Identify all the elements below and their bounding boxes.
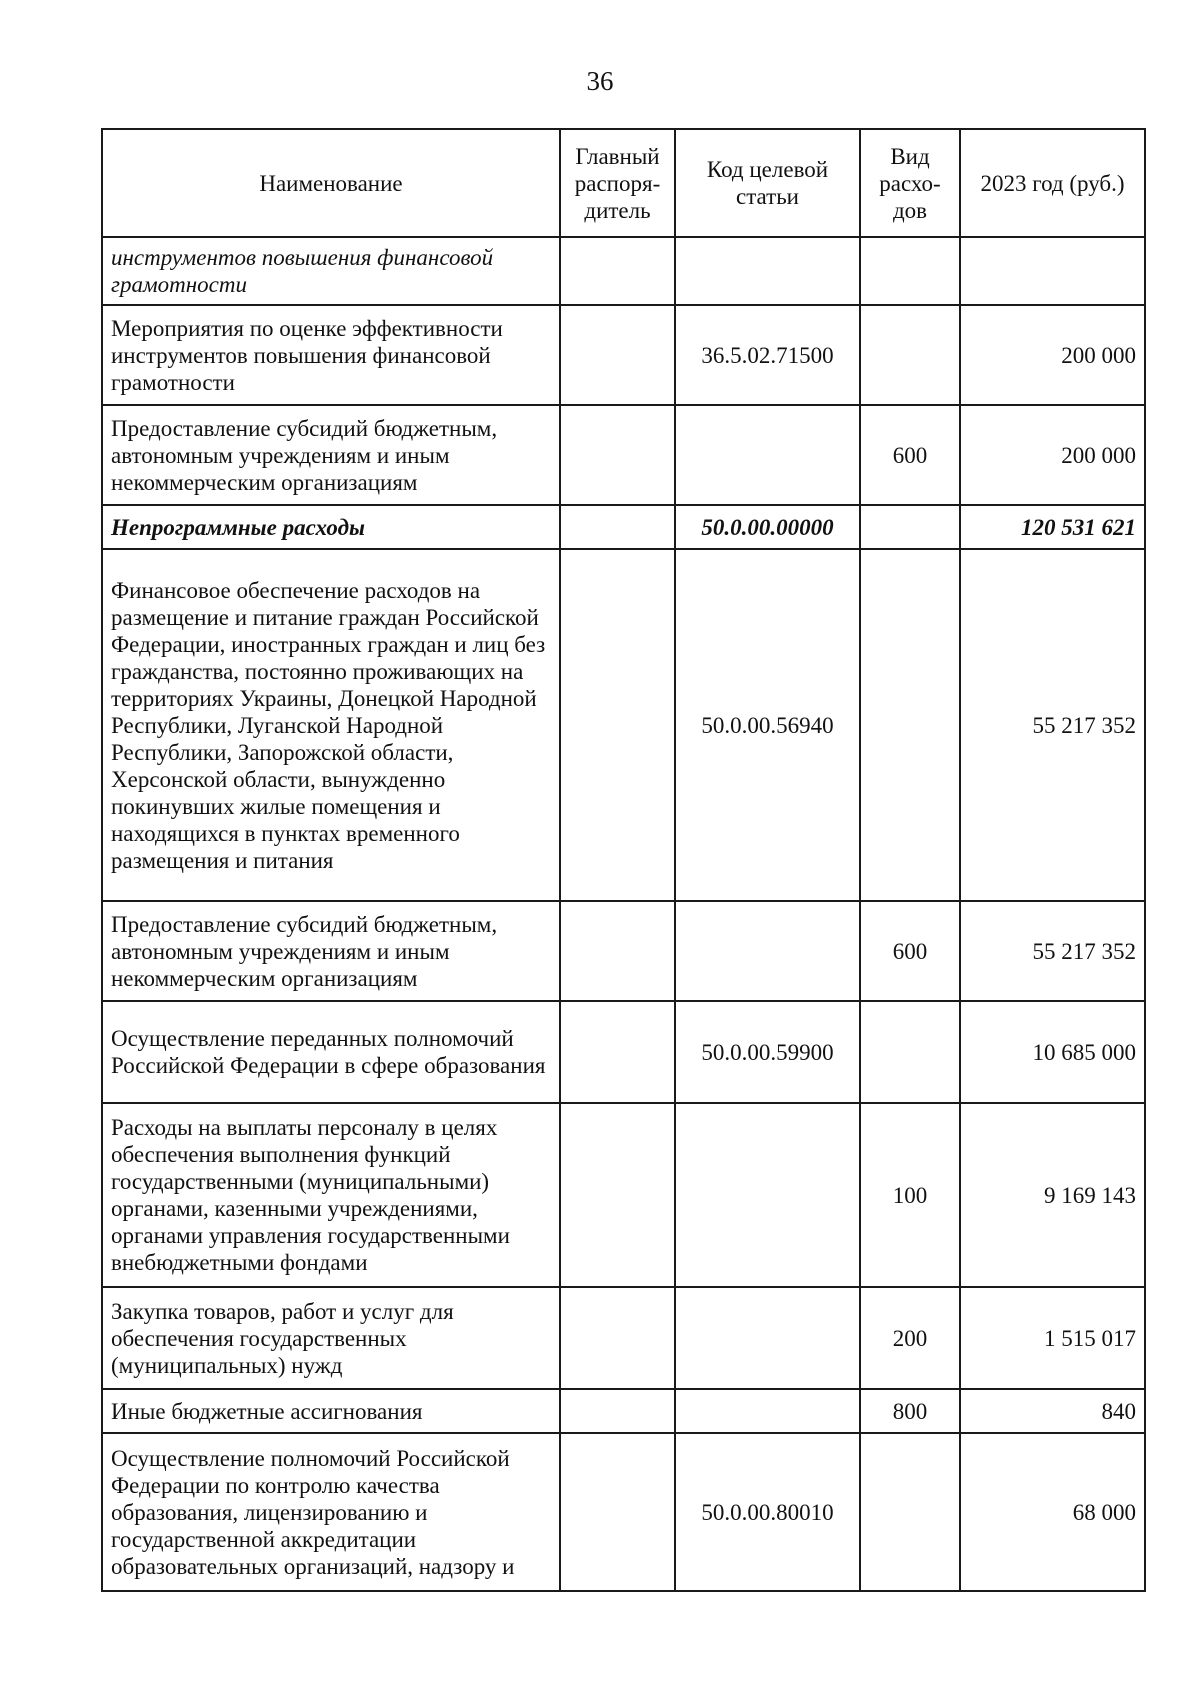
row-kind: 200 bbox=[860, 1287, 960, 1389]
row-main bbox=[560, 1287, 675, 1389]
row-amount: 1 515 017 bbox=[960, 1287, 1145, 1389]
header-year: 2023 год (руб.) bbox=[960, 129, 1145, 237]
row-main bbox=[560, 1103, 675, 1287]
table-header-row bbox=[102, 129, 1145, 237]
row-code bbox=[675, 1389, 860, 1433]
table-row bbox=[102, 549, 1145, 901]
header-main-manager: Главный распоря-дитель bbox=[560, 129, 675, 237]
row-amount: 55 217 352 bbox=[960, 549, 1145, 901]
row-amount: 10 685 000 bbox=[960, 1001, 1145, 1103]
table-row bbox=[102, 901, 1145, 1001]
row-code bbox=[675, 1287, 860, 1389]
row-code bbox=[675, 901, 860, 1001]
row-kind: 800 bbox=[860, 1389, 960, 1433]
row-kind: 100 bbox=[860, 1103, 960, 1287]
row-code bbox=[675, 237, 860, 305]
row-amount: 55 217 352 bbox=[960, 901, 1145, 1001]
row-name: Финансовое обеспечение расходов на размещение и питание граждан Российской Федерации, иностранных граждан и лиц без гражданства, постоянно проживающих на территориях Украины, Донецкой Народной Республики, Луганской Народной Республики, Запорожской области, Херсонской области, вынужденно покинувших жилые помещения и находящихся в пунктах временного размещения и питания bbox=[102, 549, 560, 901]
row-kind bbox=[860, 305, 960, 405]
row-main bbox=[560, 237, 675, 305]
table-row bbox=[102, 405, 1145, 505]
row-name: Расходы на выплаты персоналу в целях обеспечения выполнения функций государственными (муниципальными) органами, казенными учреждениями, органами управления государственными внебюджетными фондами bbox=[102, 1103, 560, 1287]
row-code: 36.5.02.71500 bbox=[675, 305, 860, 405]
table-row bbox=[102, 305, 1145, 405]
table-row bbox=[102, 1389, 1145, 1433]
row-name: Осуществление переданных полномочий Российской Федерации в сфере образования bbox=[102, 1001, 560, 1103]
row-name: Иные бюджетные ассигнования bbox=[102, 1389, 560, 1433]
row-amount: 120 531 621 bbox=[960, 505, 1145, 549]
row-name: инструментов повышения финансовой грамотности bbox=[102, 237, 560, 305]
row-name: Предоставление субсидий бюджетным, автономным учреждениям и иным некоммерческим организациям bbox=[102, 901, 560, 1001]
row-code: 50.0.00.59900 bbox=[675, 1001, 860, 1103]
row-amount: 200 000 bbox=[960, 405, 1145, 505]
row-amount: 68 000 bbox=[960, 1433, 1145, 1591]
header-expense-type: Вид расхо-дов bbox=[860, 129, 960, 237]
row-amount: 200 000 bbox=[960, 305, 1145, 405]
row-name: Мероприятия по оценке эффективности инструментов повышения финансовой грамотности bbox=[102, 305, 560, 405]
table-row bbox=[102, 1433, 1145, 1591]
row-kind: 600 bbox=[860, 901, 960, 1001]
row-kind bbox=[860, 1433, 960, 1591]
row-main bbox=[560, 305, 675, 405]
row-code bbox=[675, 1103, 860, 1287]
page-number: 36 bbox=[586, 66, 614, 96]
row-code: 50.0.00.00000 bbox=[675, 505, 860, 549]
row-amount bbox=[960, 237, 1145, 305]
row-kind: 600 bbox=[860, 405, 960, 505]
budget-table bbox=[101, 128, 1146, 1592]
row-amount: 9 169 143 bbox=[960, 1103, 1145, 1287]
row-code: 50.0.00.80010 bbox=[675, 1433, 860, 1591]
table-row bbox=[102, 1287, 1145, 1389]
header-target-code: Код целевой статьи bbox=[675, 129, 860, 237]
row-main bbox=[560, 901, 675, 1001]
table-row bbox=[102, 237, 1145, 305]
row-main bbox=[560, 505, 675, 549]
row-name: Предоставление субсидий бюджетным, автономным учреждениям и иным некоммерческим организациям bbox=[102, 405, 560, 505]
row-main bbox=[560, 405, 675, 505]
row-kind bbox=[860, 1001, 960, 1103]
row-kind bbox=[860, 549, 960, 901]
row-main bbox=[560, 1001, 675, 1103]
row-kind bbox=[860, 237, 960, 305]
row-code: 50.0.00.56940 bbox=[675, 549, 860, 901]
row-main bbox=[560, 549, 675, 901]
row-kind bbox=[860, 505, 960, 549]
row-name: Закупка товаров, работ и услуг для обеспечения государственных (муниципальных) нужд bbox=[102, 1287, 560, 1389]
table-row bbox=[102, 505, 1145, 549]
row-main bbox=[560, 1389, 675, 1433]
row-amount: 840 bbox=[960, 1389, 1145, 1433]
table-row bbox=[102, 1103, 1145, 1287]
header-name: Наименование bbox=[102, 129, 560, 237]
table-row bbox=[102, 1001, 1145, 1103]
row-main bbox=[560, 1433, 675, 1591]
row-code bbox=[675, 405, 860, 505]
row-name: Непрограммные расходы bbox=[102, 505, 560, 549]
row-name: Осуществление полномочий Российской Федерации по контролю качества образования, лицензированию и государственной аккредитации образовательных организаций, надзору и bbox=[102, 1433, 560, 1591]
